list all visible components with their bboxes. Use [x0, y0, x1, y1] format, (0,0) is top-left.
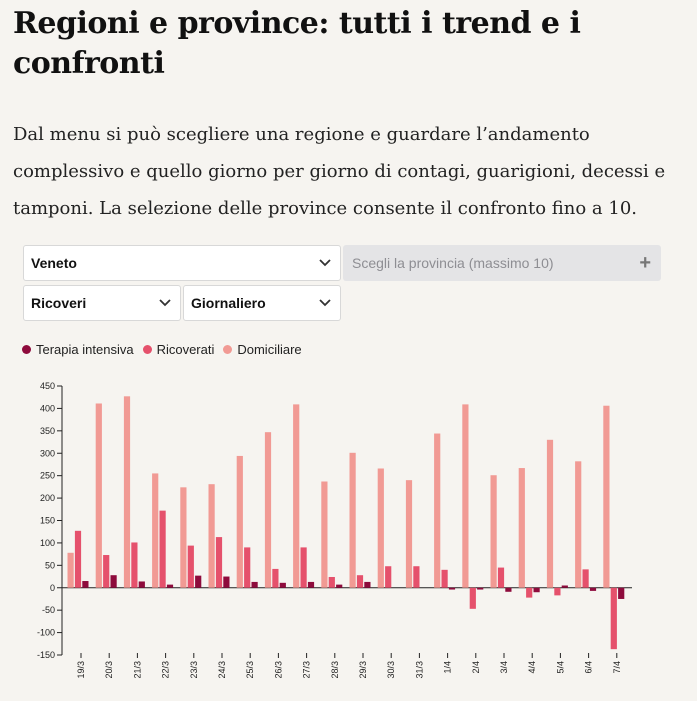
legend-label-domiciliare: Domiciliare	[237, 341, 302, 357]
x-tick-label: 2/4	[470, 661, 481, 674]
y-tick-label: -150	[36, 650, 55, 660]
metric-select[interactable]	[23, 285, 181, 321]
x-tick-label: 19/3	[76, 661, 86, 679]
bar-terapia-intensiva	[364, 582, 370, 588]
province-select[interactable]	[343, 245, 661, 281]
bar-domiciliare	[68, 553, 74, 588]
bar-ricoverati	[216, 537, 222, 588]
bar-terapia-intensiva	[308, 582, 314, 588]
bar-ricoverati	[442, 570, 448, 588]
legend-dot-domiciliare	[223, 345, 232, 354]
bar-terapia-intensiva	[139, 581, 145, 587]
bar-domiciliare	[152, 473, 158, 587]
bar-ricoverati	[413, 566, 419, 588]
bar-ricoverati	[244, 547, 250, 587]
y-tick-label: 350	[39, 425, 55, 436]
bar-terapia-intensiva	[505, 588, 511, 592]
x-tick-label: 25/3	[245, 661, 256, 679]
bar-ricoverati	[272, 569, 278, 588]
y-tick-label: 100	[39, 537, 55, 548]
bar-terapia-intensiva	[562, 586, 568, 588]
bar-ricoverati	[357, 575, 363, 588]
legend-label-terapia: Terapia intensiva	[36, 341, 134, 357]
y-tick-label: 250	[39, 470, 55, 481]
period-select-value: Giornaliero	[191, 295, 266, 311]
bar-ricoverati	[188, 546, 194, 588]
region-select[interactable]	[23, 245, 341, 281]
bar-domiciliare	[519, 468, 525, 588]
chart-legend	[22, 340, 311, 358]
x-tick-label: 4/4	[527, 661, 538, 674]
bar-ricoverati	[385, 566, 391, 588]
bar-ricoverati	[75, 531, 81, 588]
bar-ricoverati	[470, 588, 476, 609]
legend-item-terapia	[22, 342, 134, 357]
bar-terapia-intensiva	[111, 575, 117, 588]
bar-terapia-intensiva	[223, 577, 229, 588]
bar-ricoverati	[160, 511, 166, 588]
region-select-value: Veneto	[31, 255, 77, 271]
bar-terapia-intensiva	[195, 576, 201, 588]
bar-domiciliare	[321, 481, 327, 587]
bar-terapia-intensiva	[534, 588, 540, 592]
y-tick-label: -50	[41, 605, 55, 616]
x-tick-label: 22/3	[160, 661, 171, 679]
x-tick-label: 6/4	[583, 661, 594, 674]
legend-item-domiciliare	[223, 342, 301, 357]
plus-icon[interactable]: +	[639, 252, 651, 274]
x-tick-label: 28/3	[329, 661, 340, 679]
x-tick-label: 5/4	[555, 661, 566, 674]
chevron-down-icon	[318, 297, 332, 309]
x-tick-label: 23/3	[188, 661, 199, 679]
x-tick-label: 30/3	[386, 661, 397, 679]
bar-domiciliare	[209, 484, 215, 588]
bar-domiciliare	[350, 453, 356, 588]
legend-dot-ricoverati	[143, 345, 152, 354]
bar-domiciliare	[406, 480, 412, 588]
y-tick-label: 200	[39, 493, 55, 504]
intro-text: Dal menu si può scegliere una regione e guardare l’andamento complessivo e quello giorno per giorno di contagi, guarigioni, decessi e tamponi. La selezione delle province consente il confronto fino a 10.	[13, 124, 666, 219]
bar-domiciliare	[124, 396, 130, 587]
bar-terapia-intensiva	[167, 585, 173, 588]
bar-domiciliare	[237, 456, 243, 588]
x-tick-label: 21/3	[132, 661, 143, 679]
chevron-down-icon	[158, 297, 172, 309]
bar-ricoverati	[329, 577, 335, 588]
x-tick-label: 20/3	[104, 661, 115, 679]
x-tick-label: 26/3	[273, 661, 284, 679]
bar-chart	[0, 370, 697, 701]
x-tick-label: 3/4	[499, 661, 509, 674]
bar-terapia-intensiva	[280, 583, 286, 588]
bar-terapia-intensiva	[449, 588, 455, 590]
x-tick-label: 24/3	[217, 661, 227, 679]
y-tick-label: 300	[39, 448, 55, 459]
period-select[interactable]	[183, 285, 341, 321]
bar-domiciliare	[180, 487, 186, 587]
bar-ricoverati	[611, 588, 617, 649]
bar-ricoverati	[131, 542, 137, 587]
bar-ricoverati	[498, 568, 504, 588]
chevron-down-icon	[318, 257, 332, 269]
bar-domiciliare	[378, 468, 384, 587]
y-tick-label: 0	[49, 582, 55, 593]
x-tick-label: 27/3	[301, 661, 312, 679]
bar-terapia-intensiva	[82, 581, 88, 588]
bar-domiciliare	[603, 406, 609, 588]
x-tick-label: 7/4	[611, 661, 622, 674]
y-tick-label: -100	[36, 627, 55, 638]
bar-domiciliare	[293, 404, 299, 587]
legend-dot-terapia	[22, 345, 31, 354]
bar-ricoverati	[554, 588, 560, 596]
x-tick-label: 31/3	[414, 661, 425, 679]
bar-terapia-intensiva	[618, 588, 624, 599]
bar-ricoverati	[526, 588, 532, 598]
legend-label-ricoverati: Ricoverati	[156, 341, 215, 357]
bar-terapia-intensiva	[590, 588, 596, 591]
x-tick-label: 1/4	[442, 661, 453, 674]
y-tick-label: 400	[39, 403, 55, 414]
bar-terapia-intensiva	[336, 585, 342, 588]
bar-domiciliare	[575, 461, 581, 587]
bar-domiciliare	[434, 434, 440, 588]
x-tick-label: 29/3	[358, 661, 368, 679]
bar-domiciliare	[96, 403, 102, 587]
bar-ricoverati	[301, 547, 307, 587]
y-tick-label: 450	[39, 381, 55, 391]
y-tick-label: 50	[44, 560, 55, 571]
bar-domiciliare	[265, 432, 271, 588]
bar-domiciliare	[462, 404, 468, 587]
province-select-placeholder: Scegli la provincia (massimo 10)	[352, 255, 554, 271]
bar-ricoverati	[103, 555, 109, 588]
legend-item-ricoverati	[143, 342, 215, 357]
bar-terapia-intensiva	[252, 582, 258, 588]
bar-terapia-intensiva	[477, 588, 483, 590]
bar-ricoverati	[583, 569, 589, 587]
page-title: Regioni e province: tutti i trend e i confronti	[13, 6, 581, 81]
bar-domiciliare	[491, 475, 497, 588]
metric-select-value: Ricoveri	[31, 295, 87, 311]
bar-domiciliare	[547, 440, 553, 588]
y-tick-label: 150	[39, 515, 55, 526]
